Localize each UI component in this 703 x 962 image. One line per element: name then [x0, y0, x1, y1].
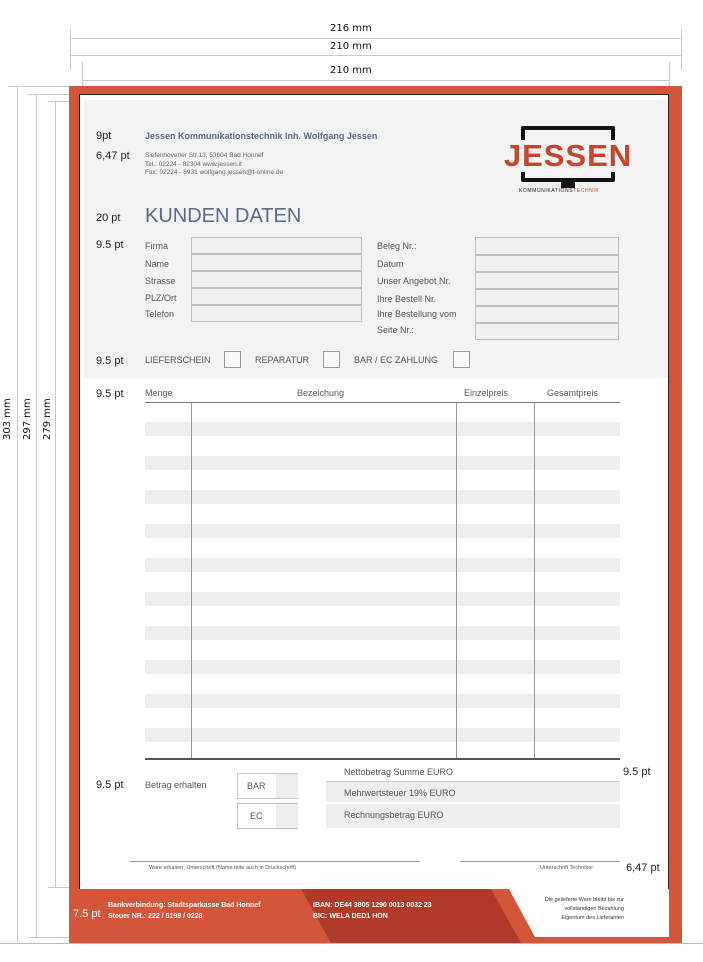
- column-header: Bezeichung: [297, 388, 345, 398]
- pt-label: 6,47 pt: [626, 862, 660, 874]
- table-bottom-rule: [145, 758, 620, 760]
- strasse-input[interactable]: [191, 271, 362, 288]
- bar-label: BAR: [247, 781, 266, 791]
- signature-right-label: Unterschrift Techniker: [540, 865, 594, 871]
- column-divider: [191, 403, 192, 759]
- company-street: Siefenhovener Str.13, 53604 Bad Honnef: [145, 152, 264, 159]
- dim-tick: [681, 30, 682, 70]
- dim-tick: [669, 62, 670, 87]
- table-row[interactable]: [145, 626, 620, 640]
- dim-top-total: 216 mm: [330, 23, 372, 34]
- ec-box[interactable]: [237, 803, 298, 829]
- footer-note-2: vollständigen Bezahlung: [564, 906, 624, 912]
- bar-fill: [276, 774, 298, 798]
- firma-input[interactable]: [191, 237, 362, 254]
- dim-tick: [82, 62, 83, 87]
- table-row[interactable]: [145, 660, 620, 674]
- field-label: Seite Nr.:: [377, 325, 415, 335]
- field-label: PLZ/Ort: [145, 293, 177, 303]
- column-header: Menge: [145, 388, 173, 398]
- field-label: Strasse: [145, 276, 176, 286]
- pt-label: 9.5 pt: [96, 239, 124, 251]
- dim-tick: [70, 30, 71, 70]
- logo-sub: [519, 188, 599, 194]
- bar-box[interactable]: [237, 773, 298, 799]
- dim-left-safe: 279 mm: [42, 398, 53, 440]
- bar-ec-checkbox[interactable]: [453, 351, 470, 368]
- field-label: Beleg Nr.:: [377, 241, 417, 251]
- check-label: BAR / EC ZAHLUNG: [354, 355, 439, 365]
- field-label: Name: [145, 259, 170, 269]
- angebot-nr-input[interactable]: [475, 272, 619, 289]
- logo-sub-a: KOMMUNIKATIONS: [519, 188, 574, 194]
- dim-line: [82, 80, 670, 81]
- telefon-input[interactable]: [191, 305, 362, 322]
- dim-top-trim: 210 mm: [330, 41, 372, 52]
- pt-label: 9.5 pt: [96, 388, 124, 400]
- logo: [493, 126, 643, 198]
- footer-bic: BIC: WELA DED1 HON: [313, 913, 388, 920]
- footer-note-1: Die gelieferte Ware bleibt bis zur: [544, 897, 624, 903]
- seite-nr-input[interactable]: [475, 323, 619, 340]
- footer-bank: Bankverbindung: Stadtsparkasse Bad Honnef: [108, 902, 261, 909]
- pt-label: 9.5 pt: [96, 355, 124, 367]
- pt-label: 9pt: [96, 130, 112, 142]
- dim-left-total: 303 mm: [2, 398, 13, 440]
- table-row[interactable]: [145, 558, 620, 572]
- beleg-nr-input[interactable]: [475, 237, 619, 255]
- field-label: Telefon: [145, 309, 175, 319]
- company-fax: Fax: 02224 - 8931 wolfgang.jessen@t-online.de: [145, 169, 284, 176]
- table-row[interactable]: [145, 456, 620, 470]
- footer-note: [508, 896, 624, 923]
- dim-tick: [8, 86, 70, 87]
- dim-line: [70, 38, 682, 39]
- signature-line-right: [460, 861, 620, 862]
- ec-fill: [276, 804, 298, 828]
- datum-input[interactable]: [475, 255, 619, 272]
- netto-label: Nettobetrag Summe EURO: [344, 767, 454, 777]
- signature-left-label: Ware erhalten, Unterschrift (Name bitte auch in Druckschrift): [149, 865, 297, 871]
- logo-sub-b: TECHNIK: [573, 188, 600, 194]
- signature-line-left: [130, 861, 420, 862]
- pt-label: 9.5 pt: [623, 766, 651, 778]
- ec-label: EC: [250, 811, 263, 821]
- bestell-nr-input[interactable]: [475, 289, 619, 306]
- column-header: Einzelpreis: [464, 388, 509, 398]
- rechnung-label: Rechnungsbetrag EURO: [344, 810, 444, 820]
- field-label: Unser Angebot Nr.: [377, 276, 451, 286]
- table-row[interactable]: [145, 728, 620, 742]
- dim-line: [55, 101, 56, 887]
- field-label: Firma: [145, 241, 168, 251]
- check-label: REPARATUR: [255, 355, 310, 365]
- dim-line: [36, 94, 37, 939]
- field-label: Datum: [377, 259, 404, 269]
- dim-line: [17, 86, 18, 942]
- pt-label: 6,47 pt: [96, 150, 130, 162]
- reparatur-checkbox[interactable]: [323, 351, 340, 368]
- page-title: KUNDEN DATEN: [145, 205, 302, 227]
- pt-label: 7.5 pt: [73, 908, 101, 920]
- dim-line: [70, 55, 682, 56]
- company-name: Jessen Kommunikationstechnik Inh. Wolfgang Jessen: [145, 131, 378, 141]
- table-row[interactable]: [145, 524, 620, 538]
- bleed-line: [0, 943, 703, 944]
- column-header: Gesamtpreis: [547, 388, 599, 398]
- footer-tax: Steuer NR.: 222 / 5199 / 0228: [108, 913, 203, 920]
- mwst-label: Mehrwertsteuer 19% EURO: [344, 788, 456, 798]
- footer-iban: IBAN: DE44 3805 1290 0013 0032 23: [313, 902, 432, 909]
- plz-ort-input[interactable]: [191, 288, 362, 305]
- dim-left-trim: 297 mm: [22, 398, 33, 440]
- column-divider: [456, 403, 457, 759]
- table-row[interactable]: [145, 490, 620, 504]
- company-tel: Tel.: 02224 - 82304 www.jessen.it: [145, 161, 242, 168]
- bestellung-vom-input[interactable]: [475, 306, 619, 323]
- table-row[interactable]: [145, 592, 620, 606]
- pt-label: 20 pt: [96, 212, 121, 224]
- payment-label: Betrag erhalten: [145, 780, 207, 790]
- dim-top-safe: 210 mm: [330, 65, 372, 76]
- field-label: Ihre Bestell Nr.: [377, 294, 437, 304]
- pt-label: 9.5 pt: [96, 779, 124, 791]
- table-row[interactable]: [145, 422, 620, 436]
- table-row[interactable]: [145, 694, 620, 708]
- footer-note-3: Eigentum des Lieferanten: [561, 915, 624, 921]
- lieferschein-checkbox[interactable]: [224, 351, 241, 368]
- logo-word: JESSEN: [493, 140, 643, 172]
- name-input[interactable]: [191, 254, 362, 271]
- check-label: LIEFERSCHEIN: [145, 355, 211, 365]
- field-label: Ihre Bestellung vom: [377, 309, 457, 319]
- column-divider: [534, 403, 535, 759]
- table-header-rule: [145, 402, 620, 403]
